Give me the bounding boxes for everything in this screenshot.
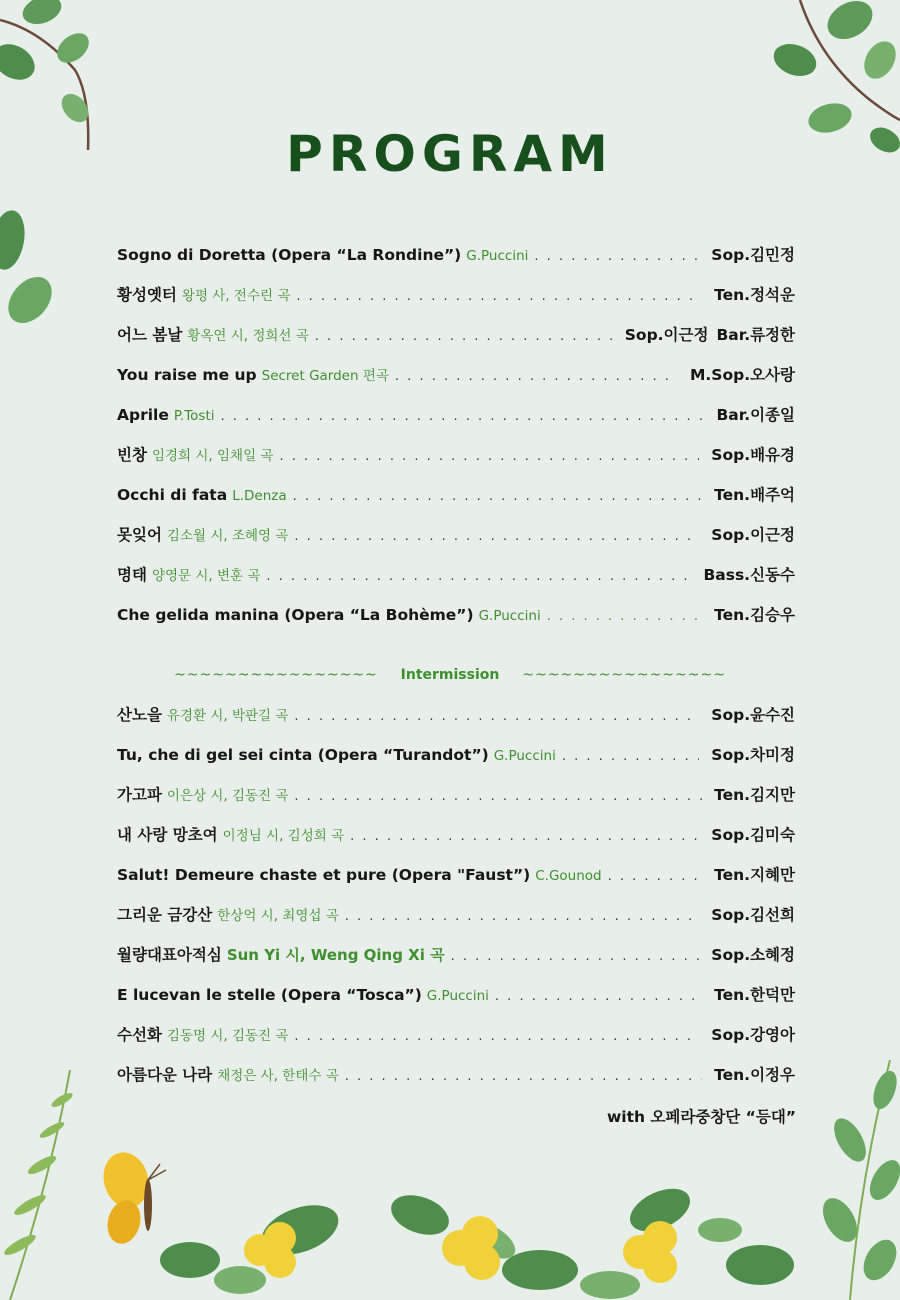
- piece-credit: 김동명 시, 김동진 곡: [166, 1028, 289, 1044]
- performer: Sop.이근정: [624, 326, 709, 344]
- program-item: [117, 703, 795, 729]
- piece-title: 아름다운 나라: [117, 1066, 213, 1084]
- ensemble-credit: with 오페라중창단 “등대”: [606, 1108, 796, 1126]
- dot-leader: [315, 329, 613, 344]
- program-item: [117, 983, 795, 1009]
- piece-title: Sogno di Doretta (Opera “La Rondine”): [117, 246, 462, 264]
- piece-credit: 황옥연 시, 정희선 곡: [187, 328, 309, 344]
- performer: Sop.김선희: [711, 906, 795, 924]
- piece-credit: P.Tosti: [173, 408, 215, 424]
- program-item: [117, 443, 795, 469]
- piece-title: 빈창: [117, 446, 147, 464]
- piece-credit: G.Puccini: [426, 988, 489, 1004]
- piece-credit: 유경환 시, 박판길 곡: [166, 708, 289, 724]
- program-item: [117, 483, 795, 509]
- piece-title: 산노을: [117, 706, 162, 724]
- piece-title: E lucevan le stelle (Opera “Tosca”): [117, 986, 422, 1004]
- intermission-label: Intermission: [400, 667, 500, 683]
- program-item: [117, 943, 795, 969]
- performer: Sop.김미숙: [711, 826, 795, 844]
- dot-leader: [294, 529, 699, 544]
- dot-leader: [266, 569, 691, 584]
- dot-leader: [495, 989, 702, 1004]
- piece-title: 내 사랑 망초여: [117, 826, 218, 844]
- dot-leader: [221, 409, 705, 424]
- program-item: [117, 523, 795, 549]
- dot-leader: [451, 949, 700, 964]
- program-item: [117, 363, 795, 389]
- program-item: [117, 743, 795, 769]
- performer: Bar.이종일: [716, 406, 795, 424]
- performer: M.Sop.오사랑: [689, 366, 795, 384]
- performer: Sop.이근정: [711, 526, 795, 544]
- intermission-tilde-right: ~~~~~~~~~~~~~~~~: [522, 667, 726, 683]
- program-item: [117, 323, 795, 349]
- program-item: [117, 783, 795, 809]
- piece-title: Occhi di fata: [117, 486, 228, 504]
- performer: Sop.차미정: [711, 746, 795, 764]
- dot-leader: [608, 869, 703, 884]
- piece-credit: Secret Garden 편곡: [261, 368, 389, 384]
- performer: Sop.강영아: [711, 1026, 795, 1044]
- piece-credit: G.Puccini: [466, 248, 529, 264]
- dot-leader: [395, 369, 678, 384]
- piece-title: 월량대표아적심: [117, 946, 222, 964]
- page-title: PROGRAM: [286, 125, 614, 183]
- performer: Ten.배주억: [714, 486, 795, 504]
- program-item: [117, 903, 795, 929]
- performer: Ten.이정우: [714, 1066, 795, 1084]
- performer: Ten.지혜만: [714, 866, 795, 884]
- intermission-tilde-left: ~~~~~~~~~~~~~~~~: [174, 667, 378, 683]
- piece-credit: 김소월 시, 조혜영 곡: [166, 528, 289, 544]
- piece-title: You raise me up: [117, 366, 257, 384]
- piece-title: 그리운 금강산: [117, 906, 213, 924]
- dot-leader: [350, 829, 699, 844]
- performer: Ten.한덕만: [714, 986, 795, 1004]
- piece-title: 황성옛터: [117, 286, 177, 304]
- piece-credit: Sun Yi 시, Weng Qing Xi 곡: [226, 946, 445, 964]
- program-item: [117, 283, 795, 309]
- dot-leader: [534, 249, 699, 264]
- performer: Sop.김민정: [711, 246, 795, 264]
- piece-title: 못잊어: [117, 526, 162, 544]
- dot-leader: [293, 489, 703, 504]
- program-item: [117, 1063, 795, 1089]
- program-item: [117, 1023, 795, 1049]
- piece-title: 가고파: [117, 786, 162, 804]
- piece-credit: 양영문 시, 변훈 곡: [151, 568, 261, 584]
- program-item: [117, 823, 795, 849]
- performer: Sop.소혜정: [711, 946, 795, 964]
- piece-title: 수선화: [117, 1026, 162, 1044]
- leaf-branch-left: [0, 190, 60, 350]
- piece-credit: 한상억 시, 최영섭 곡: [217, 908, 339, 924]
- program-item: [117, 243, 795, 269]
- piece-title: Tu, che di gel sei cinta (Opera “Turandot”): [117, 746, 489, 764]
- intermission-divider: [0, 667, 900, 683]
- program-item: [117, 563, 795, 589]
- piece-credit: 이은상 시, 김동진 곡: [166, 788, 289, 804]
- program-item: [117, 403, 795, 429]
- performer: Ten.정석운: [714, 286, 795, 304]
- dot-leader: [294, 709, 699, 724]
- dot-leader: [547, 609, 702, 624]
- performer: Sop.윤수진: [711, 706, 795, 724]
- dot-leader: [279, 449, 699, 464]
- piece-title: Salut! Demeure chaste et pure (Opera "Faust”): [117, 866, 531, 884]
- dot-leader: [345, 1069, 702, 1084]
- dot-leader: [562, 749, 699, 764]
- piece-credit: 왕평 사, 전수린 곡: [181, 288, 291, 304]
- performer: Sop.배유경: [711, 446, 795, 464]
- piece-credit: 채정은 사, 한태수 곡: [217, 1068, 339, 1084]
- piece-credit: C.Gounod: [535, 868, 602, 884]
- piece-title: Aprile: [117, 406, 169, 424]
- fern-bottom-left: [0, 1070, 110, 1300]
- piece-credit: G.Puccini: [478, 608, 541, 624]
- piece-credit: L.Denza: [232, 488, 287, 504]
- dot-leader: [296, 289, 702, 304]
- performer: Ten.김지만: [714, 786, 795, 804]
- piece-title: 명태: [117, 566, 147, 584]
- piece-title: 어느 봄날: [117, 326, 183, 344]
- piece-credit: 이정님 시, 김성희 곡: [222, 828, 345, 844]
- dot-leader: [294, 1029, 699, 1044]
- performer: Bar.류정한: [716, 326, 795, 344]
- dot-leader: [345, 909, 700, 924]
- dot-leader: [294, 789, 702, 804]
- flower-border-bottom: [160, 1170, 800, 1300]
- program-item: [117, 603, 795, 629]
- piece-credit: G.Puccini: [493, 748, 556, 764]
- performer: Ten.김승우: [714, 606, 795, 624]
- piece-title: Che gelida manina (Opera “La Bohème”): [117, 606, 474, 624]
- leaf-branch-bottom-right: [790, 1060, 900, 1300]
- piece-credit: 임경희 시, 임채일 곡: [151, 448, 274, 464]
- performer: Bass.신동수: [703, 566, 795, 584]
- program-item: [117, 863, 795, 889]
